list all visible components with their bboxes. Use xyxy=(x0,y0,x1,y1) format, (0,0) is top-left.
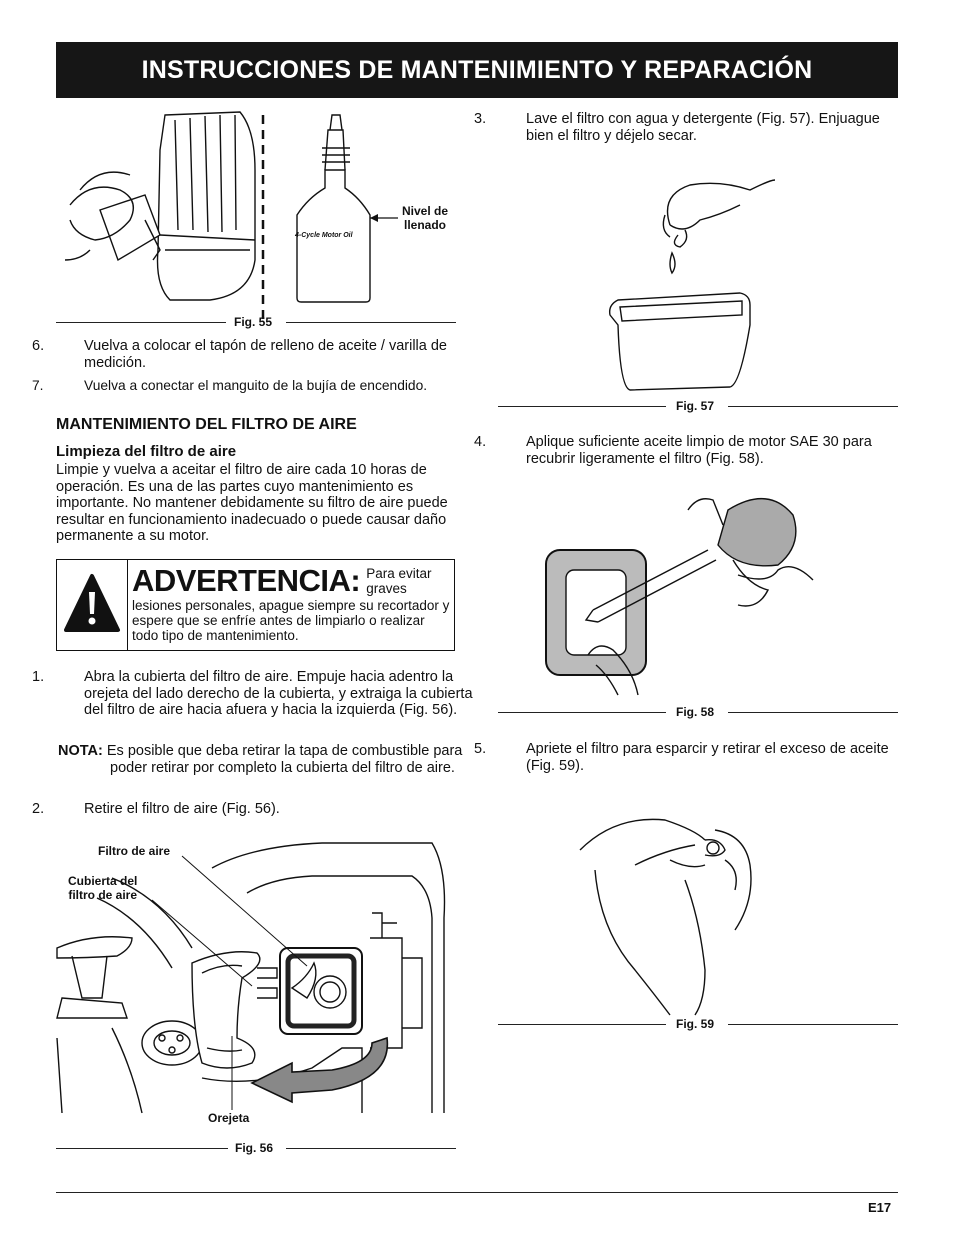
note xyxy=(58,743,502,776)
fig57-illustration xyxy=(600,175,780,395)
page-title: INSTRUCCIONES DE MANTENIMIENTO Y REPARACIÓN xyxy=(141,55,813,84)
section-heading: MANTENIMIENTO DEL FILTRO DE AIRE xyxy=(56,416,357,433)
list-item: 4. Aplique suficiente aceite limpio de motor SAE 30 para recubrir ligeramente el filtro (Fig. 58). xyxy=(474,434,872,467)
fig58-rule-left xyxy=(498,712,666,713)
label-tab: Orejeta xyxy=(208,1111,250,1125)
fig55-caption: Fig. 55 xyxy=(234,315,273,329)
fig58-rule-right xyxy=(728,712,898,713)
fig58-caption: Fig. 58 xyxy=(676,705,715,719)
fig55-rule-right xyxy=(286,322,456,323)
fill-level-label: Nivel de llenado xyxy=(401,204,449,232)
warning-triangle-icon xyxy=(62,570,122,638)
warning-icon-cell xyxy=(57,560,128,650)
fig57-rule-left xyxy=(498,406,666,407)
section-intro: Limpie y vuelva a aceitar el filtro de aire cada 10 horas de operación. Es una de las partes cuyo mantenimiento es importante. No mantener debidamente su filtro de aire puede resultar en funcionamiento inadecuado o puede causar daño permanente a su motor. xyxy=(56,462,448,544)
list-item: 1. Abra la cubierta del filtro de aire. Empuje hacia adentro la orejeta del lado derecho de la cubierta, y extraiga la cubierta del filtro de aire hacia afuera y hacia la izquierda (Fig. 56). xyxy=(32,669,473,718)
warning-text-a: Para evitar graves xyxy=(366,566,432,596)
fig57-caption: Fig. 57 xyxy=(676,399,715,413)
fig56-rule-left xyxy=(56,1148,228,1149)
note-label: NOTA: xyxy=(58,743,103,759)
list-item: 7. Vuelva a conectar el manguito de la bujía de encendido. xyxy=(32,378,428,393)
section-subheading: Limpieza del filtro de aire xyxy=(56,443,237,460)
fig59-rule-left xyxy=(498,1024,666,1025)
list-item: 2. Retire el filtro de aire (Fig. 56). xyxy=(32,801,280,817)
label-air-filter: Filtro de aire xyxy=(98,844,171,858)
fig58-illustration xyxy=(538,490,818,702)
label-air-filter-cover: Cubierta del filtro de aire xyxy=(68,874,138,902)
fig59-rule-right xyxy=(728,1024,898,1025)
fig55-rule-left xyxy=(56,322,226,323)
warning-title: ADVERTENCIA: xyxy=(132,563,361,598)
fig57-rule-right xyxy=(728,406,898,407)
warning-text-b: lesiones personales, apague siempre su recortador y espere que se enfríe antes de limpiarlo o realizar todo tipo de mantenimiento. xyxy=(132,598,450,643)
list-item: 6. Vuelva a colocar el tapón de relleno de aceite / varilla de medición. xyxy=(32,338,447,371)
footer-rule xyxy=(56,1192,898,1193)
fig59-caption: Fig. 59 xyxy=(676,1017,715,1031)
note-text: Es posible que deba retirar la tapa de combustible para poder retirar por completo la cubierta del filtro de aire. xyxy=(106,743,463,776)
page-number: E17 xyxy=(868,1200,892,1215)
list-item: 3. Lave el filtro con agua y detergente (Fig. 57). Enjuague bien el filtro y déjelo secar. xyxy=(474,111,880,144)
warning-box xyxy=(56,559,455,651)
fig56-caption: Fig. 56 xyxy=(235,1141,274,1155)
fig59-illustration xyxy=(575,810,775,1015)
page-header-banner xyxy=(56,42,898,98)
warning-text xyxy=(132,564,452,643)
bottle-label: 4-Cycle Motor Oil xyxy=(295,232,353,239)
list-item: 5. Apriete el filtro para esparcir y retirar el exceso de aceite (Fig. 59). xyxy=(474,741,889,774)
fig56-rule-right xyxy=(286,1148,456,1149)
